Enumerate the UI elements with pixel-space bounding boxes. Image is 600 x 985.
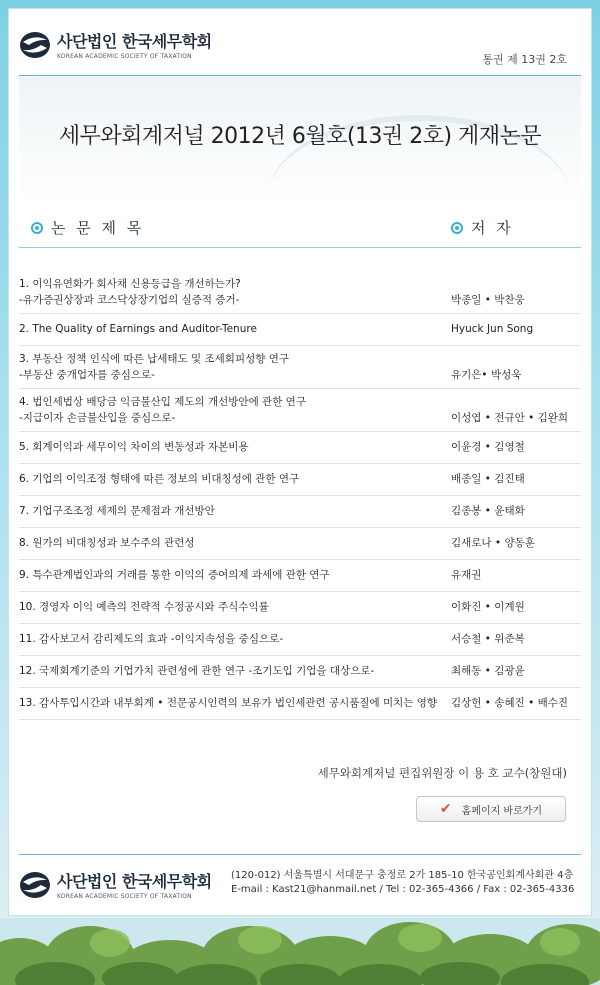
paper-row [19,389,581,432]
org-name: 사단법인 한국세무학회 [57,32,212,51]
paper-title [19,503,444,519]
paper-title [19,663,444,679]
bullet-ring-icon [31,222,43,234]
paper-authors: 최해동 • 김광윤 [451,665,525,677]
footer-contact-info [231,869,574,897]
paper-title-line: 10. 경영자 이익 예측의 전략적 수정공시와 주식수익률 [19,601,269,613]
paper-title [19,599,444,615]
paper-row [19,314,581,346]
paper-title-line: 6. 기업의 이익조정 형태에 따른 정보의 비대칭성에 관한 연구 [19,473,300,485]
paper-row [19,624,581,656]
paper-authors: 유재권 [451,569,482,581]
paper-list [19,271,581,720]
footer-org-name: 사단법인 한국세무학회 [57,872,212,891]
org-english-name: KOREAN ACADEMIC SOCIETY OF TAXATION [57,53,192,60]
page-title: 세무와회계저널 2012년 6월호(13권 2호) 게재논문 [58,124,542,149]
paper-row [19,496,581,528]
paper-authors: 김새로나 • 양동훈 [451,537,535,549]
paper-subtitle-line: -부동산 중개업자를 중심으로- [19,369,155,381]
paper-title [19,439,444,455]
footer-divider [19,854,581,855]
paper-subtitle-line: -유가증권상장과 코스닥상장기업의 실증적 증거- [19,294,240,306]
paper-row [19,464,581,496]
homepage-button[interactable] [416,796,566,822]
trees-illustration [0,918,600,985]
paper-authors: 이윤경 • 김영철 [451,441,525,453]
paper-row [19,688,581,720]
paper-title-line: 13. 감사투입시간과 내부회계 • 전문공시인력의 보유가 법인세관련 공시품질에 미치는 영향 [19,697,438,709]
footer-logo [19,869,212,900]
title-column-label: 논 문 제 목 [51,219,145,237]
paper-authors: 이성엽 • 전규안 • 김완희 [451,412,569,424]
paper-authors: Hyuck Jun Song [451,323,534,335]
newsletter-frame [8,8,592,916]
paper-title-line: 7. 기업구조조정 세제의 문제점과 개선방안 [19,505,215,517]
paper-authors: 김종봉 • 윤태화 [451,505,525,517]
homepage-button-label: 홈페이지 바로가기 [461,805,543,817]
paper-title-line: 1. 이익유연화가 회사채 신용등급을 개선하는가? [19,278,241,290]
paper-title [19,567,444,583]
paper-title-line: 2. The Quality of Earnings and Auditor-Tenure [19,323,257,335]
paper-title [19,321,444,337]
paper-title [19,394,444,426]
header-divider [19,75,581,76]
paper-row [19,656,581,688]
paper-row [19,432,581,464]
paper-row [19,528,581,560]
paper-authors: 서승철 • 위준복 [451,633,525,645]
editor-credit: 세무와회계저널 편집위원장 이 용 호 교수(창원대) [317,766,567,780]
paper-title-line: 11. 감사보고서 감리제도의 효과 -이익지속성을 중심으로- [19,633,284,645]
footer-org-english-name: KOREAN ACADEMIC SOCIETY OF TAXATION [57,893,192,900]
paper-row [19,560,581,592]
check-icon: ✔ [439,801,452,817]
paper-authors: 박종일 • 박찬웅 [451,294,525,306]
paper-title [19,631,444,647]
paper-title-line: 12. 국제회계기준의 기업가치 관련성에 관한 연구 -조기도입 기업을 대상으로- [19,665,375,677]
paper-title [19,276,444,308]
paper-title-line: 9. 특수관계법인과의 거래를 통한 이익의 증여의제 과세에 관한 연구 [19,569,330,581]
title-banner [19,77,581,197]
paper-row [19,271,581,314]
header [9,9,591,83]
paper-authors: 김상헌 • 송혜진 • 배수진 [451,697,569,709]
paper-authors: 이화진 • 이계원 [451,601,525,613]
org-logo [19,29,212,60]
paper-authors: 배종일 • 김진태 [451,473,525,485]
society-logo-icon [19,870,51,900]
paper-title-line: 4. 법인세법상 배당금 익금불산입 제도의 개선방안에 관한 연구 [19,396,306,408]
paper-row [19,592,581,624]
bullet-ring-icon [451,222,463,234]
paper-authors: 유기은• 박성욱 [451,369,522,381]
paper-title [19,471,444,487]
column-header-divider [19,247,581,248]
volume-label: 통권 제 13권 2호 [482,53,567,66]
paper-subtitle-line: -지급이자 손금불산입을 중심으로- [19,412,176,424]
paper-title-line: 5. 회계이익과 세무이익 차이의 변동성과 자본비용 [19,441,249,453]
paper-title-line: 3. 부동산 정책 인식에 따른 납세태도 및 조세회피성향 연구 [19,353,290,365]
paper-title [19,695,444,711]
author-column-header [451,217,514,238]
paper-title [19,535,444,551]
paper-row [19,346,581,389]
footer-address: (120-012) 서울특별시 서대문구 충정로 2가 185-10 한국공인회계사회관 4층 [231,870,574,881]
footer-contact: E-mail : Kast21@hanmail.net / Tel : 02-365-4366 / Fax : 02-365-4336 [231,884,575,895]
paper-title-line: 8. 원가의 비대칭성과 보수주의 관련성 [19,537,195,549]
author-column-label: 저 자 [471,219,514,237]
society-logo-icon [19,30,51,60]
title-column-header [31,217,144,238]
paper-title [19,351,444,383]
